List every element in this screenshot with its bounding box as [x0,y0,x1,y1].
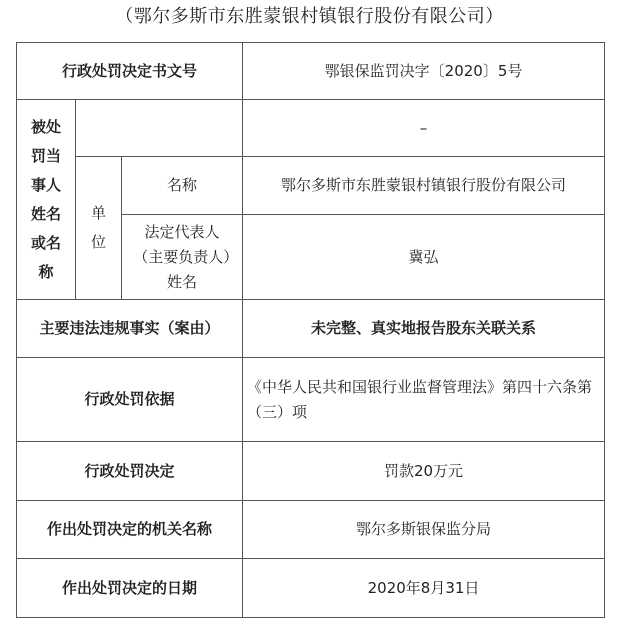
facts-value: 未完整、真实地报告股东关联关系 [243,300,605,358]
decision-label: 行政处罚决定 [17,442,243,501]
table-row-date [17,559,605,618]
basis-label: 行政处罚依据 [17,358,243,442]
decision-value: 罚款20万元 [243,442,605,501]
doc-number-label: 行政处罚决定书文号 [17,43,243,100]
facts-label: 主要违法违规事实（案由） [17,300,243,358]
table-row-party-individual [17,100,605,157]
representative-value: 冀弘 [243,215,605,300]
name-value: 鄂尔多斯市东胜蒙银村镇银行股份有限公司 [243,157,605,215]
party-label-line: 事人 [30,175,61,194]
basis-value: 《中华人民共和国银行业监督管理法》第四十六条第（三）项 [243,358,605,442]
party-label-line: 罚当 [30,146,61,165]
authority-label: 作出处罚决定的机关名称 [17,501,243,559]
table-row-facts [17,300,605,358]
unit-label-line: 单 [90,204,106,222]
party-label-line: 或名 [30,233,61,252]
page-title: （鄂尔多斯市东胜蒙银村镇银行股份有限公司） [115,6,504,27]
date-value: 2020年8月31日 [243,559,605,618]
doc-number-value: 鄂银保监罚决字〔2020〕5号 [243,43,605,100]
table-row-unit-name [17,157,605,215]
party-label [17,100,76,300]
party-label-line: 称 [38,262,54,281]
unit-label-line: 位 [90,233,106,251]
table-row-authority [17,501,605,559]
name-label: 名称 [122,157,243,215]
table-row-doc-number [17,43,605,100]
table-row-decision [17,442,605,501]
representative-label: 法定代表人（主要负责人）姓名 [122,215,243,300]
individual-value: – [243,100,605,157]
table-row-basis [17,358,605,442]
party-label-line: 被处 [30,117,61,136]
individual-label-empty [76,100,243,157]
date-label: 作出处罚决定的日期 [17,559,243,618]
authority-value: 鄂尔多斯银保监分局 [243,501,605,559]
unit-label [76,157,122,300]
penalty-table [16,42,605,618]
party-label-line: 姓名 [30,204,61,223]
